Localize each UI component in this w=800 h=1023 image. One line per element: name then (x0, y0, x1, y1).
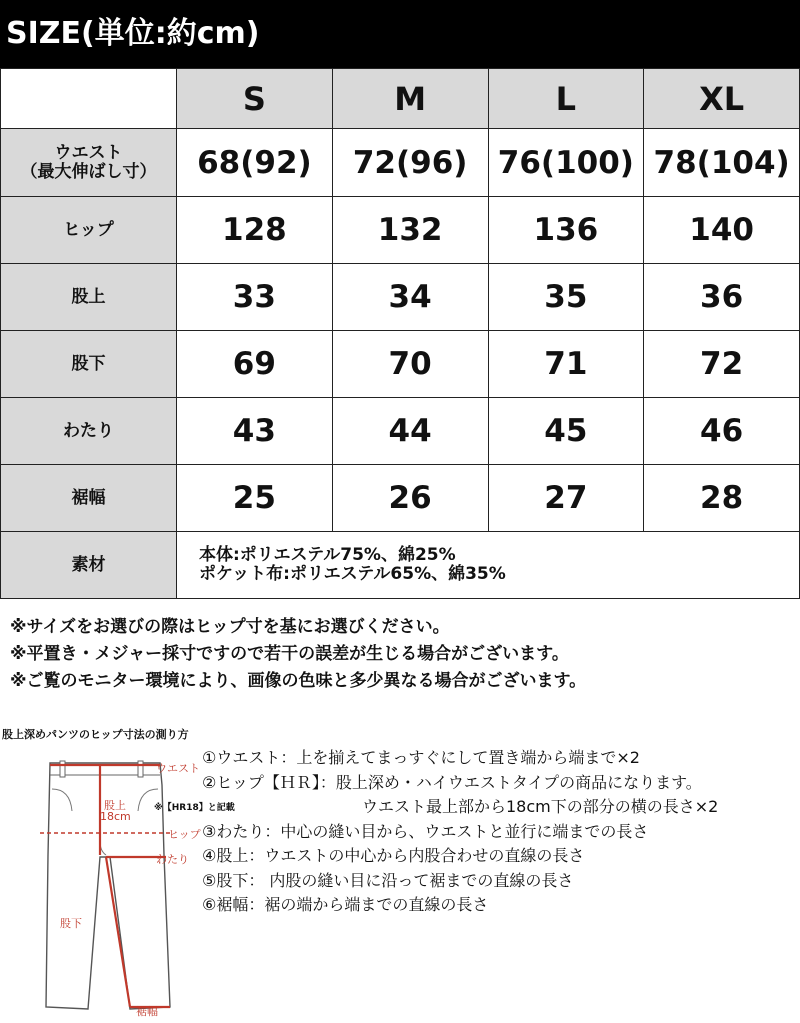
table-cell: 72 (644, 331, 800, 398)
label-thigh: わたり (156, 853, 189, 866)
table-row-hip (1, 197, 800, 264)
measurement-instructions (202, 746, 797, 918)
table-cell: 68(92) (177, 129, 333, 197)
material-cell (177, 532, 800, 599)
material-line2: ポケット布:ポリエステル65%、綿35% (199, 564, 506, 584)
table-cell: 28 (644, 465, 800, 532)
note-item: ※ご覧のモニター環境により、画像の色味と多少異なる場合がございます。 (10, 671, 587, 691)
table-cell: 71 (488, 331, 644, 398)
table-cell: 25 (177, 465, 333, 532)
row-label-waist-line1: ウエスト (54, 142, 123, 163)
material-line1: 本体:ポリエステル75%、綿25% (199, 545, 456, 566)
label-inseam: 股下 (60, 917, 82, 930)
label-hip: ヒップ (168, 828, 201, 841)
table-cell: 33 (177, 264, 333, 331)
instruction-item: ⑤股下： 内股の縫い目に沿って裾までの直線の長さ (202, 870, 574, 890)
table-row-inseam (1, 331, 800, 398)
row-label-material: 素材 (1, 532, 177, 599)
table-cell: 78(104) (644, 129, 800, 197)
diagram-title: 股上深めパンツのヒップ寸法の測り方 (2, 728, 189, 741)
note-item: ※サイズをお選びの際はヒップ寸を基にお選びください。 (10, 617, 450, 637)
table-cell: 46 (644, 398, 800, 465)
notes (10, 614, 790, 695)
table-cell: 76(100) (488, 129, 644, 197)
instruction-item: ③わたり：中心の縫い目から、ウエストと並行に端までの長さ (202, 821, 649, 841)
row-label-rise: 股上 (1, 264, 177, 331)
table-row-material (1, 532, 800, 599)
size-header-xl: XL (644, 69, 800, 129)
table-cell: 26 (332, 465, 488, 532)
row-label-waist (1, 129, 177, 197)
size-header-s: S (177, 69, 333, 129)
table-cell: 43 (177, 398, 333, 465)
instruction-item: ①ウエスト：上を揃えてまっすぐにして置き端から端まで×2 (202, 748, 640, 767)
size-header-l: L (488, 69, 644, 129)
table-cell: 69 (177, 331, 333, 398)
table-cell: 34 (332, 264, 488, 331)
label-waist: ウエスト (156, 762, 200, 775)
table-cell: 132 (332, 197, 488, 264)
instruction-item: ウエスト最上部から18cm下の部分の横の長さ×2 (362, 797, 719, 816)
table-cell: 136 (488, 197, 644, 264)
table-cell: 128 (177, 197, 333, 264)
table-cell: 72(96) (332, 129, 488, 197)
row-label-inseam: 股下 (1, 331, 177, 398)
table-cell: 44 (332, 398, 488, 465)
table-row-thigh (1, 398, 800, 465)
row-label-hem: 裾幅 (1, 465, 177, 532)
label-hr-note: ※【HR18】と記載 (154, 803, 235, 813)
page-title: SIZE(単位:約cm) (0, 0, 800, 68)
table-row-hem (1, 465, 800, 532)
table-cell: 35 (488, 264, 644, 331)
instruction-item: ④股上：ウエストの中心から内股合わせの直線の長さ (202, 846, 585, 865)
table-cell: 36 (644, 264, 800, 331)
size-header-m: M (332, 69, 488, 129)
row-label-thigh: わたり (1, 398, 177, 465)
label-rise-cm: 18cm (100, 810, 131, 823)
label-hem: 裾幅 (136, 1005, 158, 1018)
size-header-row (1, 69, 800, 129)
table-row-waist (1, 129, 800, 197)
corner-cell (1, 69, 177, 129)
table-cell: 140 (644, 197, 800, 264)
table-row-rise (1, 264, 800, 331)
instruction-item: ⑥裾幅：裾の端から端までの直線の長さ (202, 895, 489, 914)
size-table (0, 68, 800, 599)
row-label-waist-line2: （最大伸ばし寸） (20, 161, 157, 182)
note-item: ※平置き・メジャー採寸ですので若干の誤差が生じる場合がございます。 (10, 644, 569, 664)
instruction-item: ②ヒップ【ＨＲ】：股上深め・ハイウエストタイプの商品になります。 (202, 772, 702, 792)
row-label-hip: ヒップ (1, 197, 177, 264)
label-rise: 股上 (104, 799, 126, 812)
table-cell: 45 (488, 398, 644, 465)
table-cell: 27 (488, 465, 644, 532)
table-cell: 70 (332, 331, 488, 398)
